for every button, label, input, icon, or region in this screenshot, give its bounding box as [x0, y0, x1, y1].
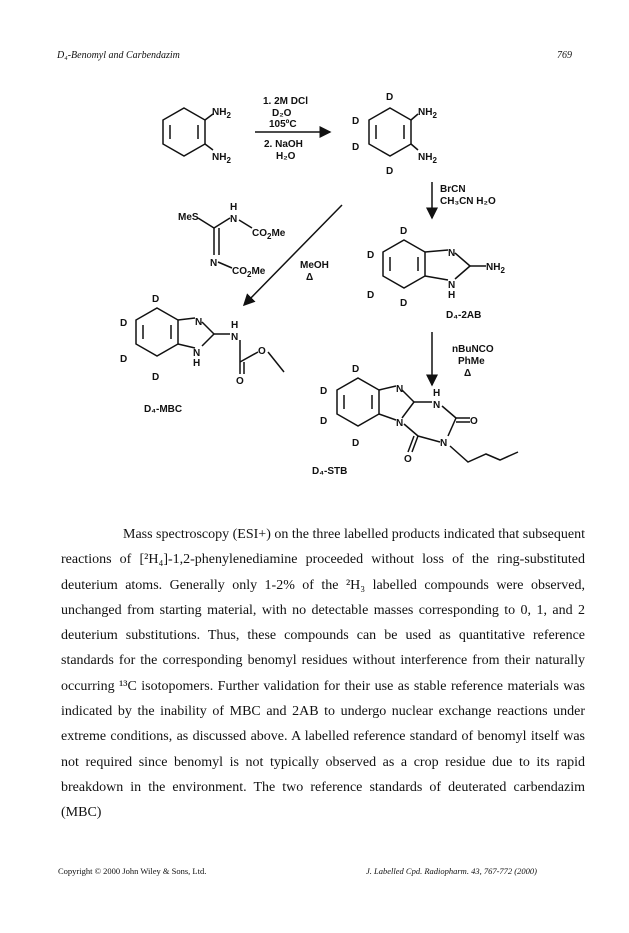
svg-text:N: N — [231, 332, 239, 343]
svg-text:O: O — [258, 346, 266, 357]
reagent-line: Δ — [464, 368, 472, 379]
svg-text:CO2Me: $CO_2Me$ — [252, 228, 286, 241]
reagent-line: D₂O — [272, 108, 292, 119]
svg-text:O: O — [470, 416, 478, 427]
svg-text:D: D — [400, 298, 408, 309]
svg-text:D: D — [386, 92, 394, 103]
svg-text:D: D — [352, 364, 360, 375]
svg-text:H: H — [433, 388, 441, 399]
d4-2ab-structure — [367, 226, 505, 321]
body-paragraph: Mass spectroscopy (ESI+) on the three labelled products indicated that subsequent reactions of [²H₄]-1,2-phenylenediamine proceeded without loss of the ring-substituted deuterium atoms. Generally only 1-2% of the ²H₃ labelled compounds were observed, unchanged from starting material, with no detectable masses corresponding to 0, 1, and 2 deuterium substitutions. Thus, these compounds can be used as quantitative reference standards for the corresponding benomyl residues without interference from their naturally occurring ¹³C isotopomers. Further validation for their use as stable reference materials was indicated by the inability of MBC and 2AB to undergo nuclear exchange reactions under extreme conditions, as discussed above. A labelled reference standard of benomyl itself was not required since benomyl is not typically observed as a crop residue due to its rapid breakdown in the environment. The two reference standards of deuterated carbendazim (MBC) — [61, 527, 585, 821]
journal-citation: J. Labelled Cpd. Radiopharm. 43, 767-772 (2000) — [366, 866, 537, 876]
svg-text:NH2: $NH_2$ — [486, 262, 505, 275]
page-number: 769 — [557, 50, 572, 61]
svg-text:D: D — [352, 438, 360, 449]
phenylenediamine-structure — [163, 107, 231, 165]
running-title: D₄-Benomyl and Carbendazim — [57, 50, 180, 61]
isothiourea-reagent-structure — [178, 202, 286, 279]
copyright-notice: Copyright © 2000 John Wiley & Sons, Ltd. — [58, 866, 207, 876]
svg-text:D: D — [152, 294, 160, 305]
svg-text:N: N — [193, 348, 201, 359]
svg-text:NH2: $NH_2$ — [418, 152, 437, 165]
svg-text:H: H — [193, 358, 201, 369]
svg-text:N: N — [230, 214, 238, 225]
svg-text:N: N — [396, 418, 404, 429]
reagent-line: 2. NaOH — [264, 139, 303, 150]
svg-text:D: D — [386, 166, 394, 177]
svg-text:N: N — [433, 400, 441, 411]
reagent-line: nBuNCO — [452, 344, 494, 355]
svg-text:N: N — [448, 248, 456, 259]
svg-text:D: D — [120, 318, 128, 329]
svg-text:NH2: $NH_2$ — [212, 107, 231, 120]
svg-text:O: O — [236, 376, 244, 387]
svg-text:CO2Me: $CO_2Me$ — [232, 266, 266, 279]
reagent-line: BrCN — [440, 184, 466, 195]
compound-label-stb: D₄-STB — [312, 466, 348, 477]
svg-text:D: D — [400, 226, 408, 237]
reagent-line: MeOH — [300, 260, 329, 271]
svg-text:NH2: $NH_2$ — [418, 107, 437, 120]
svg-text:O: O — [404, 454, 412, 465]
svg-text:H: H — [231, 320, 239, 331]
reaction-scheme — [0, 80, 629, 490]
d4-mbc-structure — [120, 294, 284, 415]
reagent-line: 1. 2M DCl — [263, 96, 309, 107]
svg-text:N: N — [440, 438, 448, 449]
reagent-line: H₂O — [276, 151, 296, 162]
d4-stb-structure — [312, 364, 518, 477]
svg-text:H: H — [230, 202, 238, 213]
svg-text:D: D — [352, 142, 360, 153]
svg-text:D: D — [367, 290, 375, 301]
d4-phenylenediamine-structure — [352, 92, 437, 177]
svg-text:N: N — [195, 317, 203, 328]
svg-text:NH2: $NH_2$ — [212, 152, 231, 165]
svg-text:H: H — [448, 290, 456, 301]
reagent-line: Δ — [306, 272, 314, 283]
reagent-line: 105ºC — [269, 119, 297, 130]
compound-label-2ab: D₄-2AB — [446, 310, 482, 321]
svg-text:D: D — [320, 416, 328, 427]
body-paragraph-container — [61, 522, 585, 826]
svg-text:N: N — [210, 258, 218, 269]
svg-text:D: D — [120, 354, 128, 365]
svg-text:D: D — [367, 250, 375, 261]
svg-text:D: D — [352, 116, 360, 127]
svg-text:D: D — [152, 372, 160, 383]
svg-text:MeS: MeS — [178, 212, 199, 223]
reagent-line: CH₃CN H₂O — [440, 196, 496, 207]
compound-label-mbc: D₄-MBC — [144, 404, 183, 415]
svg-text:D: D — [320, 386, 328, 397]
svg-text:N: N — [396, 384, 404, 395]
reaction-arrow-4 — [244, 205, 342, 305]
svg-text:N: N — [448, 280, 456, 291]
reagent-line: PhMe — [458, 356, 485, 367]
